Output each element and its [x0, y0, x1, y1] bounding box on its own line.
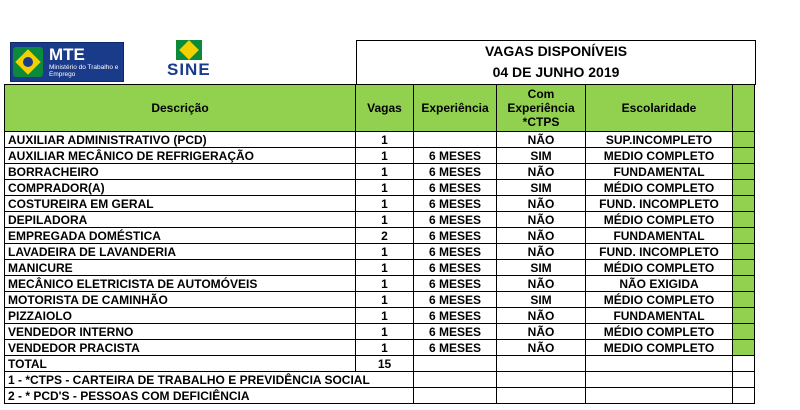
cell-ctps: NÃO — [497, 308, 586, 324]
cell-descricao: MANICURE — [5, 260, 356, 276]
cell-ctps: NÃO — [497, 164, 586, 180]
cell-experiencia: 6 MESES — [414, 276, 497, 292]
cell-empty — [414, 372, 497, 388]
table-row — [5, 324, 755, 340]
cell-experiencia: 6 MESES — [414, 292, 497, 308]
cell-blank — [733, 164, 755, 180]
cell-escolaridade: NÃO EXIGIDA — [586, 276, 733, 292]
total-label: TOTAL — [5, 356, 356, 372]
note-ctps: 1 - *CTPS - CARTEIRA DE TRABALHO E PREVIDÊNCIA SOCIAL — [5, 372, 414, 388]
cell-blank — [733, 228, 755, 244]
cell-blank — [733, 148, 755, 164]
table-row — [5, 228, 755, 244]
cell-ctps: SIM — [497, 260, 586, 276]
cell-blank — [733, 324, 755, 340]
cell-empty — [414, 388, 497, 404]
mte-logo — [10, 42, 124, 82]
cell-escolaridade: MÉDIO COMPLETO — [586, 260, 733, 276]
brazil-flag-icon — [13, 47, 43, 77]
cell-experiencia — [414, 132, 497, 148]
note-row — [5, 372, 755, 388]
cell-descricao: PIZZAIOLO — [5, 308, 356, 324]
table-row — [5, 132, 755, 148]
cell-experiencia: 6 MESES — [414, 164, 497, 180]
column-header-escolaridade: Escolaridade — [586, 85, 733, 132]
table-row — [5, 260, 755, 276]
cell-vagas: 1 — [356, 148, 414, 164]
cell-escolaridade: MÉDIO COMPLETO — [586, 292, 733, 308]
cell-vagas: 1 — [356, 212, 414, 228]
cell-blank — [733, 180, 755, 196]
cell-empty — [733, 356, 755, 372]
cell-experiencia: 6 MESES — [414, 324, 497, 340]
cell-empty — [586, 356, 733, 372]
cell-escolaridade: FUNDAMENTAL — [586, 164, 733, 180]
cell-escolaridade: FUND. INCOMPLETO — [586, 196, 733, 212]
table-row — [5, 180, 755, 196]
cell-descricao: EMPREGADA DOMÉSTICA — [5, 228, 356, 244]
mte-logo-subtitle: Ministério do Trabalho e Emprego — [49, 64, 119, 78]
cell-descricao: COMPRADOR(A) — [5, 180, 356, 196]
cell-experiencia: 6 MESES — [414, 196, 497, 212]
note-row — [5, 388, 755, 404]
title-block — [356, 40, 756, 85]
mte-logo-title: MTE — [49, 45, 85, 64]
cell-empty — [497, 372, 586, 388]
cell-vagas: 1 — [356, 196, 414, 212]
cell-empty — [733, 388, 755, 404]
table-row — [5, 148, 755, 164]
cell-empty — [586, 372, 733, 388]
cell-empty — [733, 372, 755, 388]
cell-ctps: SIM — [497, 180, 586, 196]
cell-descricao: VENDEDOR INTERNO — [5, 324, 356, 340]
cell-blank — [733, 196, 755, 212]
cell-blank — [733, 260, 755, 276]
cell-vagas: 1 — [356, 132, 414, 148]
cell-vagas: 1 — [356, 340, 414, 356]
table-row — [5, 292, 755, 308]
sine-logo-title: SINE — [167, 60, 211, 79]
cell-descricao: MOTORISTA DE CAMINHÃO — [5, 292, 356, 308]
cell-descricao: MECÂNICO ELETRICISTA DE AUTOMÓVEIS — [5, 276, 356, 292]
cell-blank — [733, 212, 755, 228]
cell-vagas: 1 — [356, 292, 414, 308]
cell-vagas: 1 — [356, 244, 414, 260]
cell-vagas: 1 — [356, 164, 414, 180]
table-row — [5, 276, 755, 292]
total-row — [5, 356, 755, 372]
total-vagas: 15 — [356, 356, 414, 372]
cell-blank — [733, 276, 755, 292]
cell-blank — [733, 308, 755, 324]
cell-experiencia: 6 MESES — [414, 148, 497, 164]
cell-experiencia: 6 MESES — [414, 180, 497, 196]
cell-vagas: 1 — [356, 260, 414, 276]
cell-ctps: NÃO — [497, 196, 586, 212]
cell-experiencia: 6 MESES — [414, 244, 497, 260]
cell-empty — [497, 356, 586, 372]
cell-descricao: COSTUREIRA EM GERAL — [5, 196, 356, 212]
table-row — [5, 244, 755, 260]
cell-vagas: 1 — [356, 180, 414, 196]
table-row — [5, 308, 755, 324]
cell-ctps: NÃO — [497, 340, 586, 356]
cell-experiencia: 6 MESES — [414, 340, 497, 356]
cell-ctps: NÃO — [497, 228, 586, 244]
cell-ctps: NÃO — [497, 324, 586, 340]
cell-escolaridade: FUND. INCOMPLETO — [586, 244, 733, 260]
cell-escolaridade: MÉDIO COMPLETO — [586, 324, 733, 340]
cell-empty — [497, 388, 586, 404]
table-row — [5, 340, 755, 356]
vacancies-table — [4, 84, 755, 404]
table-row — [5, 212, 755, 228]
cell-blank — [733, 292, 755, 308]
cell-ctps: SIM — [497, 292, 586, 308]
cell-escolaridade: MEDIO COMPLETO — [586, 148, 733, 164]
cell-vagas: 1 — [356, 276, 414, 292]
cell-empty — [586, 388, 733, 404]
cell-ctps: NÃO — [497, 244, 586, 260]
brazil-flag-icon — [176, 40, 202, 60]
cell-descricao: AUXILIAR MECÂNICO DE REFRIGERAÇÃO — [5, 148, 356, 164]
column-header-vagas: Vagas — [356, 85, 414, 132]
cell-escolaridade: MÉDIO COMPLETO — [586, 212, 733, 228]
cell-escolaridade: FUNDAMENTAL — [586, 308, 733, 324]
cell-vagas: 1 — [356, 324, 414, 340]
table-header-row — [5, 85, 755, 132]
cell-ctps: NÃO — [497, 212, 586, 228]
cell-blank — [733, 132, 755, 148]
cell-descricao: BORRACHEIRO — [5, 164, 356, 180]
cell-empty — [414, 356, 497, 372]
cell-vagas: 2 — [356, 228, 414, 244]
column-header-descricao: Descrição — [5, 85, 356, 132]
cell-escolaridade: SUP.INCOMPLETO — [586, 132, 733, 148]
cell-descricao: DEPILADORA — [5, 212, 356, 228]
column-header-blank — [733, 85, 755, 132]
cell-escolaridade: MÉDIO COMPLETO — [586, 180, 733, 196]
cell-ctps: NÃO — [497, 132, 586, 148]
cell-ctps: NÃO — [497, 276, 586, 292]
table-row — [5, 196, 755, 212]
page-date: 04 DE JUNHO 2019 — [492, 64, 620, 80]
cell-escolaridade: FUNDAMENTAL — [586, 228, 733, 244]
column-header-com-experiencia: Com Experiência *CTPS — [497, 85, 586, 132]
cell-vagas: 1 — [356, 308, 414, 324]
cell-descricao: LAVADEIRA DE LAVANDERIA — [5, 244, 356, 260]
cell-blank — [733, 244, 755, 260]
cell-escolaridade: MEDIO COMPLETO — [586, 340, 733, 356]
cell-descricao: AUXILIAR ADMINISTRATIVO (PCD) — [5, 132, 356, 148]
cell-experiencia: 6 MESES — [414, 260, 497, 276]
table-row — [5, 164, 755, 180]
logos-area — [4, 40, 356, 84]
sine-logo — [164, 40, 218, 82]
page-title: VAGAS DISPONÍVEIS — [484, 43, 628, 59]
note-pcd: 2 - * PCD'S - PESSOAS COM DEFICIÊNCIA — [5, 388, 414, 404]
cell-blank — [733, 340, 755, 356]
cell-experiencia: 6 MESES — [414, 212, 497, 228]
cell-descricao: VENDEDOR PRACISTA — [5, 340, 356, 356]
cell-experiencia: 6 MESES — [414, 308, 497, 324]
cell-ctps: SIM — [497, 148, 586, 164]
cell-experiencia: 6 MESES — [414, 228, 497, 244]
column-header-experiencia: Experiência — [414, 85, 497, 132]
